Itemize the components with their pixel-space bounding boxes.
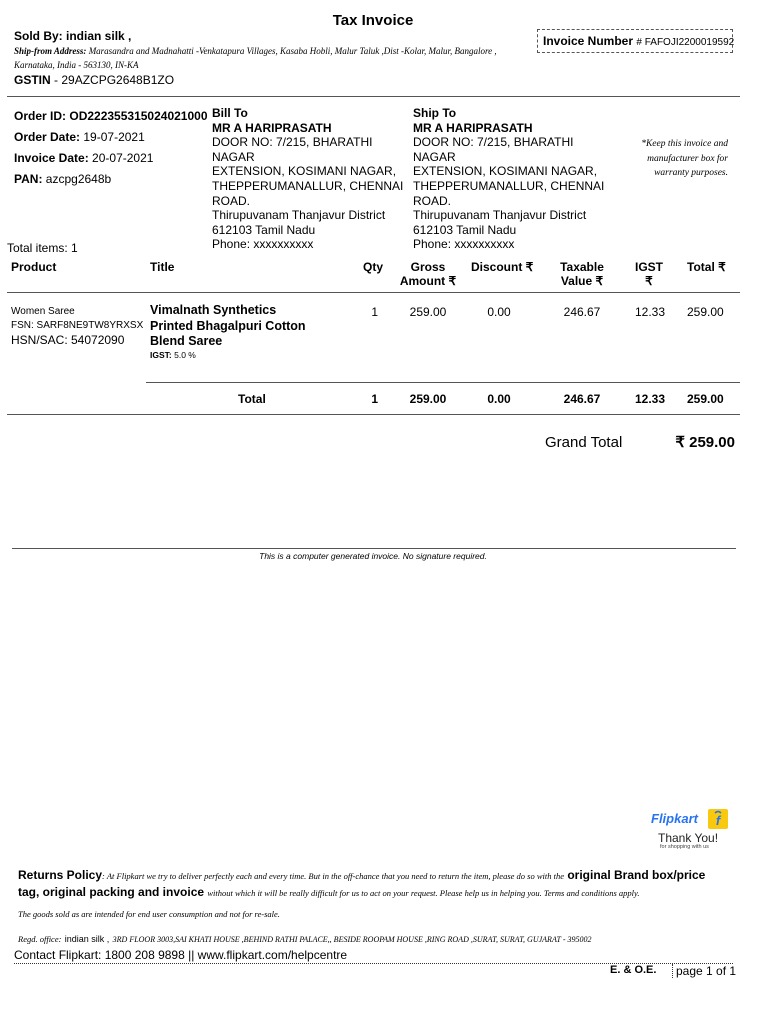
thank-you-text: Thank You! bbox=[658, 831, 719, 845]
warranty-note-line1: *Keep this invoice and bbox=[641, 139, 728, 149]
warranty-note bbox=[610, 137, 728, 181]
bill-to-line3: THEPPERUMANALLUR, CHENNAI bbox=[212, 178, 404, 193]
row-igst-rate-value: 5.0 % bbox=[174, 350, 196, 360]
bill-to bbox=[212, 106, 412, 252]
row-gross: 259.00 bbox=[409, 305, 447, 319]
invoice-date-row bbox=[14, 148, 208, 169]
invoice-number-label: Invoice Number bbox=[543, 34, 634, 48]
regd-office-name: indian silk , bbox=[64, 934, 110, 944]
invoice-number-box bbox=[537, 29, 733, 53]
flipkart-logo bbox=[646, 806, 736, 854]
grand-total-label: Grand Total bbox=[545, 434, 623, 451]
goods-note: The goods sold as are intended for end user consumption and not for re-sale. bbox=[18, 909, 280, 919]
returns-policy bbox=[18, 867, 730, 901]
col-discount: Discount ₹ bbox=[471, 260, 534, 274]
row-product: Women Saree bbox=[11, 306, 75, 317]
row-title bbox=[150, 303, 306, 350]
pan-label: PAN: bbox=[14, 172, 43, 186]
totals-total: 259.00 bbox=[687, 392, 724, 406]
flipkart-bag-icon bbox=[708, 809, 728, 829]
col-igst bbox=[628, 260, 670, 288]
col-product: Product bbox=[11, 260, 57, 274]
grand-total-value: ₹ 259.00 bbox=[675, 434, 735, 451]
sold-by-value: indian silk , bbox=[66, 29, 132, 43]
bill-to-heading: Bill To bbox=[212, 106, 248, 120]
col-gross bbox=[396, 260, 460, 288]
bill-to-phone: Phone: xxxxxxxxxx bbox=[212, 237, 314, 252]
col-title: Title bbox=[150, 260, 175, 274]
ship-to-name: MR A HARIPRASATH bbox=[413, 120, 533, 135]
bill-to-name: MR A HARIPRASATH bbox=[212, 120, 332, 135]
ship-to-line2: EXTENSION, KOSIMANI NAGAR, bbox=[413, 164, 598, 179]
bill-to-line6: 612103 Tamil Nadu bbox=[212, 222, 316, 237]
warranty-note-line2: manufacturer box for bbox=[647, 153, 728, 164]
flipkart-wordmark: Flipkart bbox=[651, 811, 698, 826]
col-qty: Qty bbox=[362, 260, 383, 274]
header-divider bbox=[7, 96, 740, 97]
order-date-value: 19-07-2021 bbox=[83, 130, 145, 144]
contact-row bbox=[14, 948, 733, 964]
gstin bbox=[14, 73, 174, 87]
bill-to-line4: ROAD. bbox=[212, 193, 251, 208]
order-details bbox=[14, 106, 208, 190]
col-gross-line1: Gross bbox=[410, 260, 446, 274]
order-date-row bbox=[14, 127, 208, 148]
row-discount: 0.00 bbox=[487, 305, 511, 319]
ship-to-line1: DOOR NO: 7/215, BHARATHI NAGAR bbox=[413, 135, 574, 164]
row-divider bbox=[146, 382, 740, 383]
totals-gross: 259.00 bbox=[409, 392, 447, 406]
ship-to-line6: 612103 Tamil Nadu bbox=[413, 222, 517, 237]
row-igst-rate-label: IGST: bbox=[150, 350, 172, 360]
eoe: E. & O.E. bbox=[610, 964, 657, 976]
totals-taxable: 246.67 bbox=[563, 392, 601, 406]
ship-from-line2: Karnataka, India - 563130, IN-KA bbox=[14, 60, 139, 70]
table-header-divider bbox=[7, 292, 740, 293]
col-gross-line2: Amount ₹ bbox=[399, 274, 457, 288]
regd-office-label: Regd. office: bbox=[18, 934, 62, 944]
invoice-date-value: 20-07-2021 bbox=[92, 151, 154, 165]
row-total: 259.00 bbox=[687, 305, 724, 319]
col-total: Total ₹ bbox=[687, 260, 726, 274]
order-date-label: Order Date: bbox=[14, 130, 81, 144]
returns-policy-text2: without which it will be really difficult for us to act on your request. Please help us in helping you. Terms and conditions apply. bbox=[207, 888, 640, 898]
ship-to-line4: ROAD. bbox=[413, 193, 452, 208]
svg-text:f: f bbox=[715, 813, 721, 828]
pan-row bbox=[14, 169, 208, 190]
totals-label: Total bbox=[238, 392, 266, 406]
bill-to-line1: DOOR NO: 7/215, BHARATHI NAGAR bbox=[212, 135, 373, 164]
ship-from-line1: Marasandra and Madnahatti -Venkatapura Villages, Kasaba Hobli, Malur Taluk ,Dist -Kolar, Malur, Bangalore , bbox=[88, 46, 497, 56]
row-igst-rate bbox=[150, 350, 196, 360]
row-igst: 12.33 bbox=[634, 305, 666, 319]
table-row bbox=[11, 304, 143, 347]
order-id-row bbox=[14, 106, 208, 127]
bill-to-line2: EXTENSION, KOSIMANI NAGAR, bbox=[212, 164, 397, 179]
row-hsn: HSN/SAC: 54072090 bbox=[11, 333, 125, 347]
ship-from-address bbox=[14, 44, 524, 72]
totals-qty: 1 bbox=[371, 392, 378, 406]
thank-you-tagline: for shopping with us bbox=[660, 844, 709, 850]
returns-policy-text1: : At Flipkart we try to deliver perfectly each and every time. But in the off-chance that you need to return the item, please do so with the bbox=[102, 871, 564, 881]
pan-value: azcpg2648b bbox=[45, 172, 112, 186]
col-taxable bbox=[550, 260, 614, 288]
total-items: Total items: 1 bbox=[7, 241, 78, 255]
ship-to-line3: THEPPERUMANALLUR, CHENNAI bbox=[413, 178, 605, 193]
returns-policy-bold2: tag, original packing and invoice bbox=[18, 885, 205, 899]
row-taxable: 246.67 bbox=[563, 305, 601, 319]
gstin-value: - 29AZCPG2648B1ZO bbox=[54, 73, 175, 87]
order-id-value: OD222355315024021000 bbox=[69, 109, 208, 123]
invoice-number-value: # FAFOJI2200019592 bbox=[636, 37, 735, 48]
ship-to-heading: Ship To bbox=[413, 106, 457, 120]
row-qty: 1 bbox=[371, 305, 378, 319]
col-taxable-line1: Taxable bbox=[560, 260, 604, 274]
totals-divider bbox=[7, 414, 740, 415]
ship-to bbox=[413, 106, 613, 252]
ship-to-line5: Thirupuvanam Thanjavur District bbox=[413, 208, 587, 223]
contact-text: Contact Flipkart: 1800 208 9898 || www.flipkart.com/helpcentre bbox=[14, 948, 348, 962]
ship-from-label: Ship-from Address: bbox=[14, 46, 87, 56]
col-taxable-line2: Value ₹ bbox=[560, 274, 604, 288]
gstin-label: GSTIN bbox=[14, 73, 51, 87]
row-title-line2: Printed Bhagalpuri Cotton bbox=[150, 318, 306, 333]
invoice-date-label: Invoice Date: bbox=[14, 151, 89, 165]
regd-office bbox=[18, 931, 592, 945]
returns-policy-label: Returns Policy bbox=[18, 868, 103, 882]
order-id-label: Order ID: bbox=[14, 109, 67, 123]
col-igst-line2: ₹ bbox=[645, 274, 653, 288]
totals-igst: 12.33 bbox=[634, 392, 666, 406]
bill-to-line5: Thirupuvanam Thanjavur District bbox=[212, 208, 386, 223]
row-title-line3: Blend Saree bbox=[150, 334, 223, 348]
warranty-note-line3: warranty purposes. bbox=[654, 168, 728, 179]
returns-policy-bold1: original Brand box/price bbox=[567, 868, 706, 882]
col-igst-line1: IGST bbox=[634, 260, 663, 274]
row-fsn: FSN: SARF8NE9TW8YRXSX bbox=[11, 320, 144, 331]
computer-generated-note: This is a computer generated invoice. No signature required. bbox=[259, 551, 487, 561]
regd-office-address: 3RD FLOOR 3003,SAI KHATI HOUSE ,BEHIND RATHI PALACE,, BESIDE ROOPAM HOUSE ,RING ROAD ,SURAT, SURAT, GUJARAT - 395002 bbox=[112, 935, 592, 944]
row-title-line1: Vimalnath Synthetics bbox=[150, 303, 277, 317]
footer-divider bbox=[12, 548, 736, 549]
sold-by bbox=[14, 29, 131, 43]
totals-discount: 0.00 bbox=[487, 392, 511, 406]
ship-to-phone: Phone: xxxxxxxxxx bbox=[413, 237, 515, 252]
document-title: Tax Invoice bbox=[332, 12, 414, 29]
sold-by-label: Sold By: bbox=[14, 29, 63, 43]
page-indicator: page 1 of 1 bbox=[672, 964, 736, 978]
